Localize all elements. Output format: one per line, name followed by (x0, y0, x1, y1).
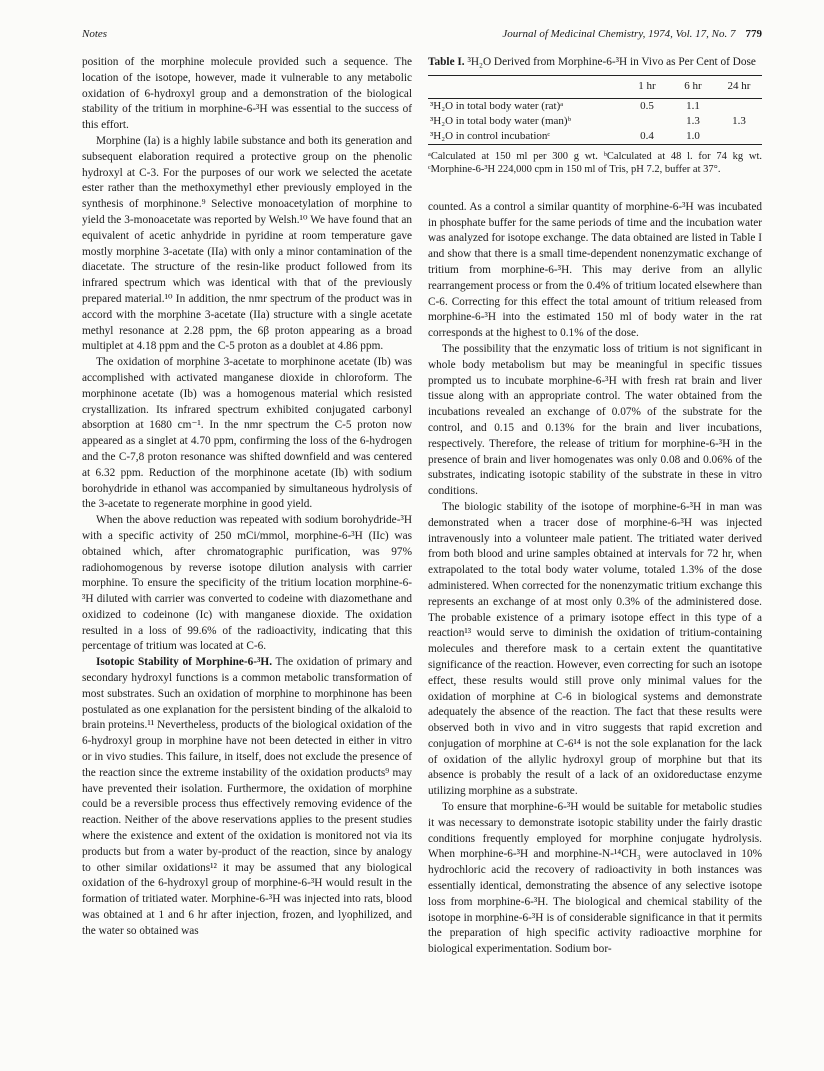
running-header (82, 28, 762, 44)
table-title: ³H₂O Derived from Morphine-6-³H in Vivo as Per Cent of Dose (464, 56, 756, 68)
paragraph: When the above reduction was repeated with sodium borohydride-³H with a specific activity of 250 mCi/mmol, morphine-6-³H (IIc) was obtained which, after chromatographic purification, was 97% radiohomogenous by reverse isotope dilution analysis with carrier morphine. To ensure the specificity of the tritium location morphine-6-³H diluted with carrier was converted to codeine with diazomethane and oxidized to codeinone (Ic) with manganese dioxide. The oxidation resulted in a loss of 99.6% of the radioactivity, indicating that this percentage of tritium was located at C-6. (82, 514, 412, 653)
paragraph: The biologic stability of the isotope of morphine-6-³H in man was demonstrated when a tracer dose of morphine-6-³H was injected intravenously into a volunteer male patient. The tritiated water derived from both blood and urine samples obtained at intervals for 72 hr, when extrapolated to the total body water volume, totaled 1.3% of the dose administered. When corrected for the nonenzymatic tritium exchange this represents an exchange of at most only 0.3% of the administered dose. The probable existence of a primary isotope effect in this type of a reaction¹³ would serve to diminish the oxidation of tritium-containing molecules and therefore mask to a certain extent the quantitative significance of the reaction. However, even correcting for such an isotope effect, these results would still prove only minimal values for the oxidation of morphine at C-6 in biological systems and demonstrate adequately the absence of the reaction. The fact that these results were observed both in vivo and in vitro suggests that rapid excretion and conjugation of morphine at C-6¹⁴ is not the sole explanation for the lack of oxidation of the allylic hydroxyl group of morphine but that its absence is probably the result of a lack of an oxidoreductase enzyme utilizing morphine as a substrate. (428, 500, 762, 798)
table-cell: 1.3 (686, 114, 700, 127)
table-row (428, 98, 762, 114)
row-label: ³H₂O in total body water (rat)ᵃ (430, 99, 564, 112)
table-header: 24 hr (716, 76, 762, 99)
right-column (428, 55, 762, 958)
journal-name: Journal of Medicinal Chemistry, 1974, Vol. 17, No. 7 (502, 28, 736, 40)
table-header-blank (428, 76, 624, 99)
section-heading: Isotopic Stability of Morphine-6-³H. (96, 656, 273, 669)
table-cell: 1.0 (686, 129, 700, 142)
table-cell: 1.3 (732, 114, 746, 127)
paragraph: Morphine (Ia) is a highly labile substance and both its generation and subsequent elaboration required a protective group on the phenolic hydroxyl at C-3. For the purposes of our work we selected the acetate ester rather than the methoxymethyl ether previously employed in the synthesis of morphinone.⁹ Selective monoacetylation of morphine to yield the 3-monoacetate was reported by Welsh.¹⁰ We have found that an equivalent of acetic anhydride in pyridine at room temperature gave mostly morphine 3-acetate (IIa) with only a minor contamination of the diacetate. The structure of the resin-like product followed from its infrared spectrum which was identical with that of the previously prepared material.¹⁰ In addition, the nmr spectrum of the product was in accord with the morphine 3-acetate (IIa) structure with a single acetate methyl resonance at 2.28 ppm, the 6β proton appearing as a broad multiplet at 4.18 ppm and the C-5 proton as a doublet at 4.86 ppm. (82, 134, 412, 353)
paragraph: The possibility that the enzymatic loss of tritium is not significant in whole body metabolism but may be meaningful in specific tissues prompted us to incubate morphine-6-³H with fresh rat brain and liver tissue along with an appropriate control. The water obtained from the incubations revealed an exchange of 0.07% of the substrate for the control, and 0.15 and 0.13% for the brain and liver incubations, respectively. Therefore, the release of tritium for morphine-6-³H in the presence of brain and liver homogenates was only 0.08 and 0.06% of the substrates, indicating isotopic stability of the substrate in these in vitro conditions. (428, 342, 762, 498)
paragraph-text: The oxidation of primary and secondary hydroxyl functions is a common metabolic transformation of most substrates. Such an oxidation of morphine to morphinone has been postulated as one explanation for the persistent binding of the alkaloid to brain proteins.¹¹ Nevertheless, products of the biological oxidation of the 6-hydroxyl group in morphine have not been detected in either in vitro or in vivo studies. This failure, in itself, does not exclude the presence of the reaction since the extreme instability of the oxidation products⁹ may have prevented their isolation. Furthermore, the oxidation of morphine could be a reversible process thus effectively removing evidence of the reaction. Neither of the above reservations applies to the present studies where the existence and extent of the oxidation is monitored not via its products but from a water by-product of the reaction, since by analogy to other similar oxidations¹² it may be assumed that any biological oxidation of the 6-hydroxyl group of morphine-6-³H would result in the formation of tritiated water. Morphine-6-³H was injected into rats, blood was obtained at 1 and 6 hr after injection, frozen, and lyophilized, and the water so obtained was (82, 656, 412, 937)
table-cell (716, 98, 762, 114)
paragraph: counted. As a control a similar quantity of morphine-6-³H was incubated in phosphate buffer for the same periods of time and the incubation water was analyzed for isotope exchange. The data obtained are listed in Table I and show that there is a small time-dependent nonenzymatic exchange of tritium from morphine-6-³H. This may derive from an allylic rearrangement process or from the 0.4% of tritium located elsewhere than C-6. Correcting for this effect the total amount of tritium released from morphine-6-³H into the estimated 150 ml of body water in the rat corresponds at the highest to 0.1% of the dose. (428, 200, 762, 340)
paragraph: position of the morphine molecule provided such a sequence. The location of the isotope, however, made it vulnerable to any metabolic oxidation of 6-hydroxyl group and a demonstration of the biological stability of the tritium in morphine-6-³H was essential to the success of this effort. (82, 56, 412, 132)
table-header: 6 hr (670, 76, 716, 99)
row-label: ³H₂O in control incubationᶜ (430, 129, 551, 142)
table-cell (624, 114, 670, 129)
table-cell: 1.1 (686, 99, 700, 112)
page-number: 779 (745, 28, 762, 40)
table-header: 1 hr (624, 76, 670, 99)
table-cell: 0.4 (640, 129, 654, 142)
table-label: Table I. (428, 56, 465, 68)
table-caption (428, 55, 762, 69)
paragraph: To ensure that morphine-6-³H would be suitable for metabolic studies it was necessary to demonstrate isotopic stability under the fairly drastic conditions frequently employed for morphine conjugate hydrolysis. When morphine-6-³H and morphine-N-¹⁴CH₃ were autoclaved in 10% hydrochloric acid the recovery of radioactivity in both instances was essentially identical, demonstrating the absence of any selective isotope loss from morphine-6-³H. The biological and chemical stability of the isotope in morphine-6-³H is of considerable significance in that it permits the preparation of high specific activity radioactive morphine for biological experimentation. Sodium bor- (428, 801, 762, 956)
table-cell (716, 129, 762, 145)
table-cell: 0.5 (640, 99, 654, 112)
journal-citation (502, 28, 762, 40)
table-spacer (428, 176, 762, 200)
table-row (428, 129, 762, 145)
row-label: ³H₂O in total body water (man)ᵇ (430, 114, 571, 127)
section-label: Notes (82, 28, 108, 40)
table-footnotes: ᵃCalculated at 150 ml per 300 g wt. ᵇCalculated at 48 l. for 74 kg wt. ᶜMorphine-6-³H 224,000 cpm in 150 ml of Tris, pH 7.2, buffer at 37°. (428, 150, 762, 175)
data-table (428, 75, 762, 145)
paragraph (82, 655, 412, 939)
table-header-row (428, 76, 762, 99)
paragraph: The oxidation of morphine 3-acetate to morphinone acetate (Ib) was accomplished with activated manganese dioxide in chloroform. The morphinone acetate (Ib) was a homogenous material which resisted crystallization. Its infrared spectrum exhibited conjugated carbonyl absorption at 1680 cm⁻¹. In the nmr spectrum the C-5 proton now appeared as a singlet at 4.70 ppm, confirming the loss of the 6-hydrogen and the C-7,8 proton resonance was shifted downfield and was centered at 6.32 ppm. Reduction of the morphinone acetate (Ib) with sodium borohydride in ethanol was accompanied by simultaneous hydrolysis of the 3-acetate to regenerate morphine in good yield. (82, 356, 412, 511)
left-column (82, 55, 412, 940)
table-row (428, 114, 762, 129)
